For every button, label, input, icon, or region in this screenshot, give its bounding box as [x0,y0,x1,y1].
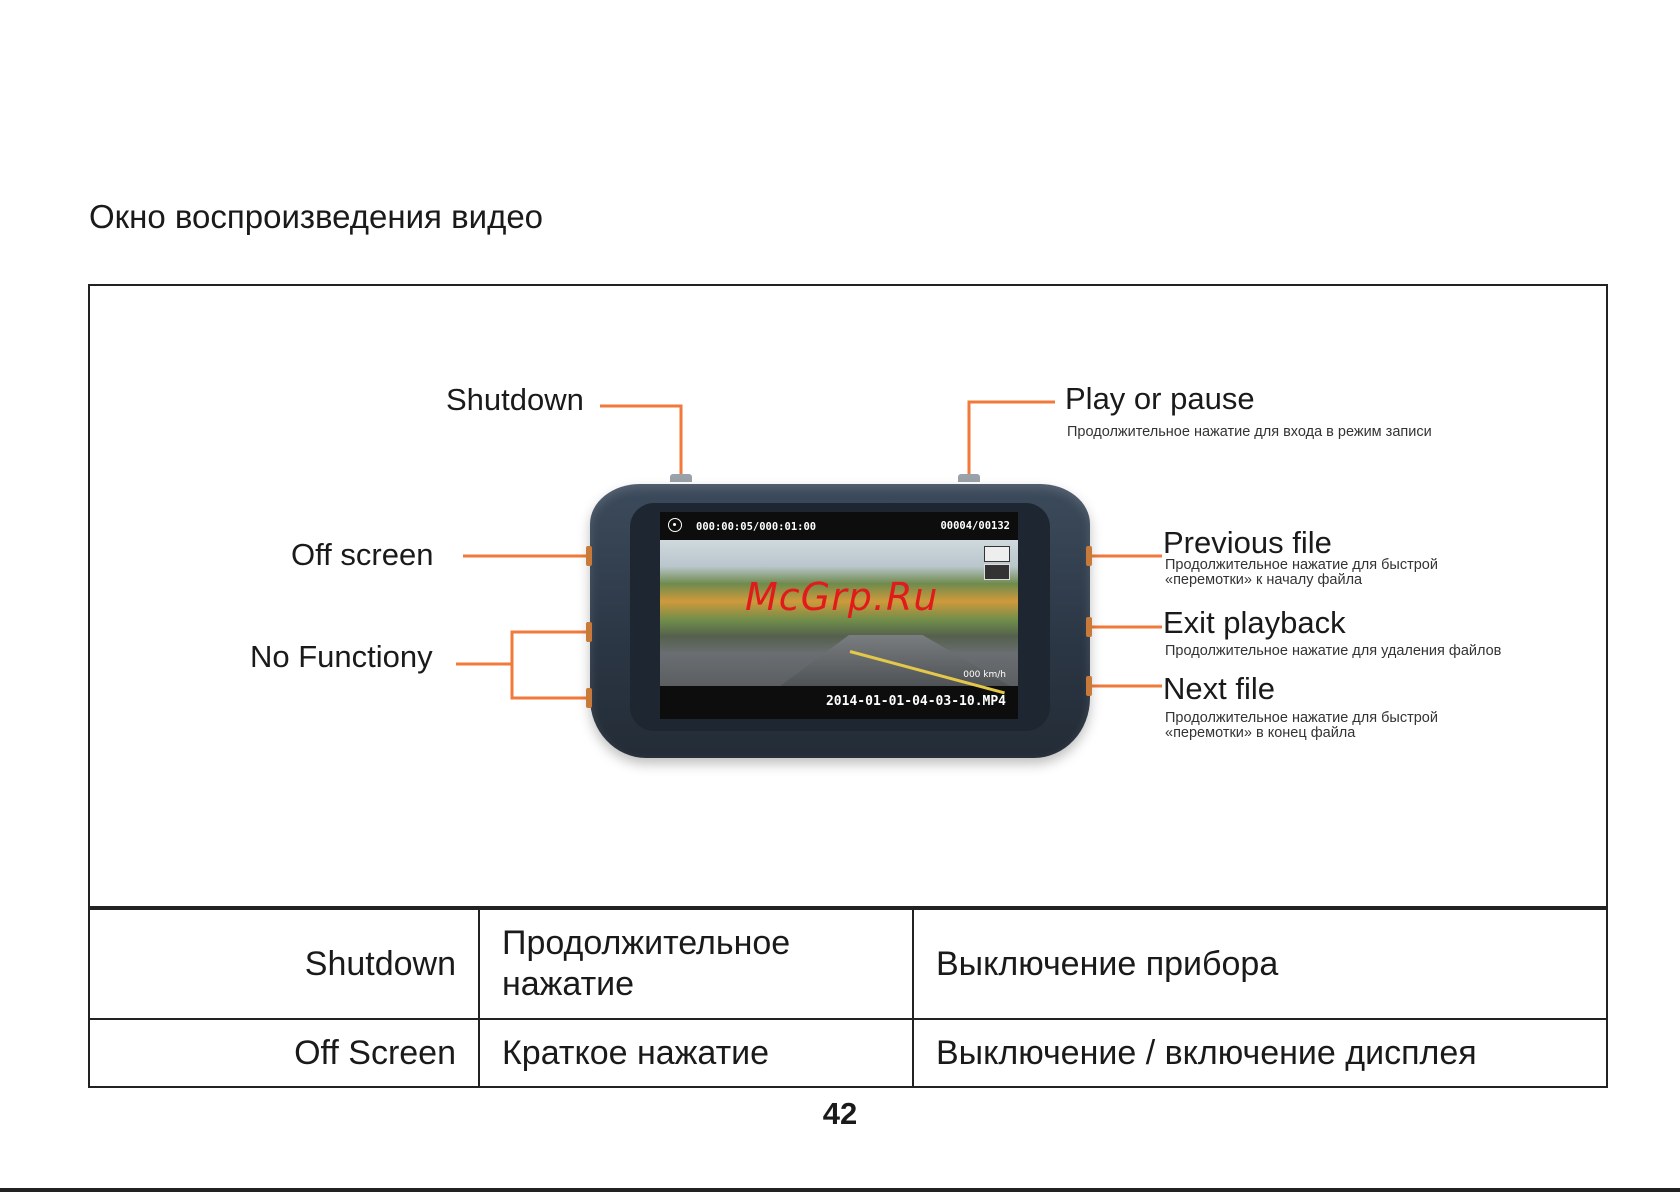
previous-file-note-2: «перемотки» к началу файла [1165,572,1363,588]
shutdown-label: Shutdown [446,382,584,417]
watermark: McGrp.Ru [745,575,939,619]
previous-file-label: Previous file [1163,525,1332,560]
previous-file-button[interactable] [1086,546,1092,566]
card-icon [984,564,1010,580]
table-cell-press: Краткое нажатие [479,1019,913,1087]
play-pause-button[interactable] [958,474,980,482]
device-screen [660,512,1018,719]
play-pause-label: Play or pause [1065,381,1255,416]
playback-time: 000:00:05/000:01:00 [696,521,817,533]
table-row [89,909,1607,1019]
next-file-note-2: «перемотки» в конец файла [1165,725,1356,741]
bottom-rule [0,1188,1680,1192]
exit-playback-label: Exit playback [1163,605,1346,640]
file-counter: 00004/00132 [940,520,1010,532]
previous-file-note-1: Продолжительное нажатие для быстрой [1165,557,1438,573]
next-file-note-1: Продолжительное нажатие для быстрой [1165,710,1438,726]
table-cell-button: Off Screen [89,1019,479,1087]
play-pause-note: Продолжительное нажатие для входа в режим записи [1067,424,1432,440]
play-pause-leader [969,402,1055,474]
page-number: 42 [822,1096,858,1131]
video-frame [660,540,1018,686]
off-screen-label: Off screen [291,537,434,572]
table-row [89,1019,1607,1087]
table-cell-action: Выключение / включение дисплея [913,1019,1607,1087]
no-function-button-2[interactable] [586,688,592,708]
next-file-button[interactable] [1086,676,1092,696]
screen-status-bar [660,512,1018,540]
next-file-label: Next file [1163,671,1275,706]
exit-playback-button[interactable] [1086,617,1092,637]
off-screen-button[interactable] [586,546,592,566]
table-cell-button: Shutdown [89,909,479,1019]
no-function-button-1[interactable] [586,622,592,642]
table-cell-press: Продолжительное нажатие [479,909,913,1019]
resolution-icon [984,546,1010,562]
button-functions-table [88,908,1608,1088]
video-file-name: 2014-01-01-04-03-10.MP4 [825,694,1006,709]
shutdown-leader [600,406,681,474]
table-cell-action: Выключение прибора [913,909,1607,1019]
no-function-label: No Functiony [250,639,433,674]
no-function-leader [456,632,590,698]
page-heading: Окно воспроизведения видео [89,198,544,235]
record-status-icon [668,518,682,532]
speed-readout: 000 km/h [963,670,1006,680]
exit-playback-note: Продолжительное нажатие для удаления файлов [1165,643,1502,659]
shutdown-button[interactable] [670,474,692,482]
